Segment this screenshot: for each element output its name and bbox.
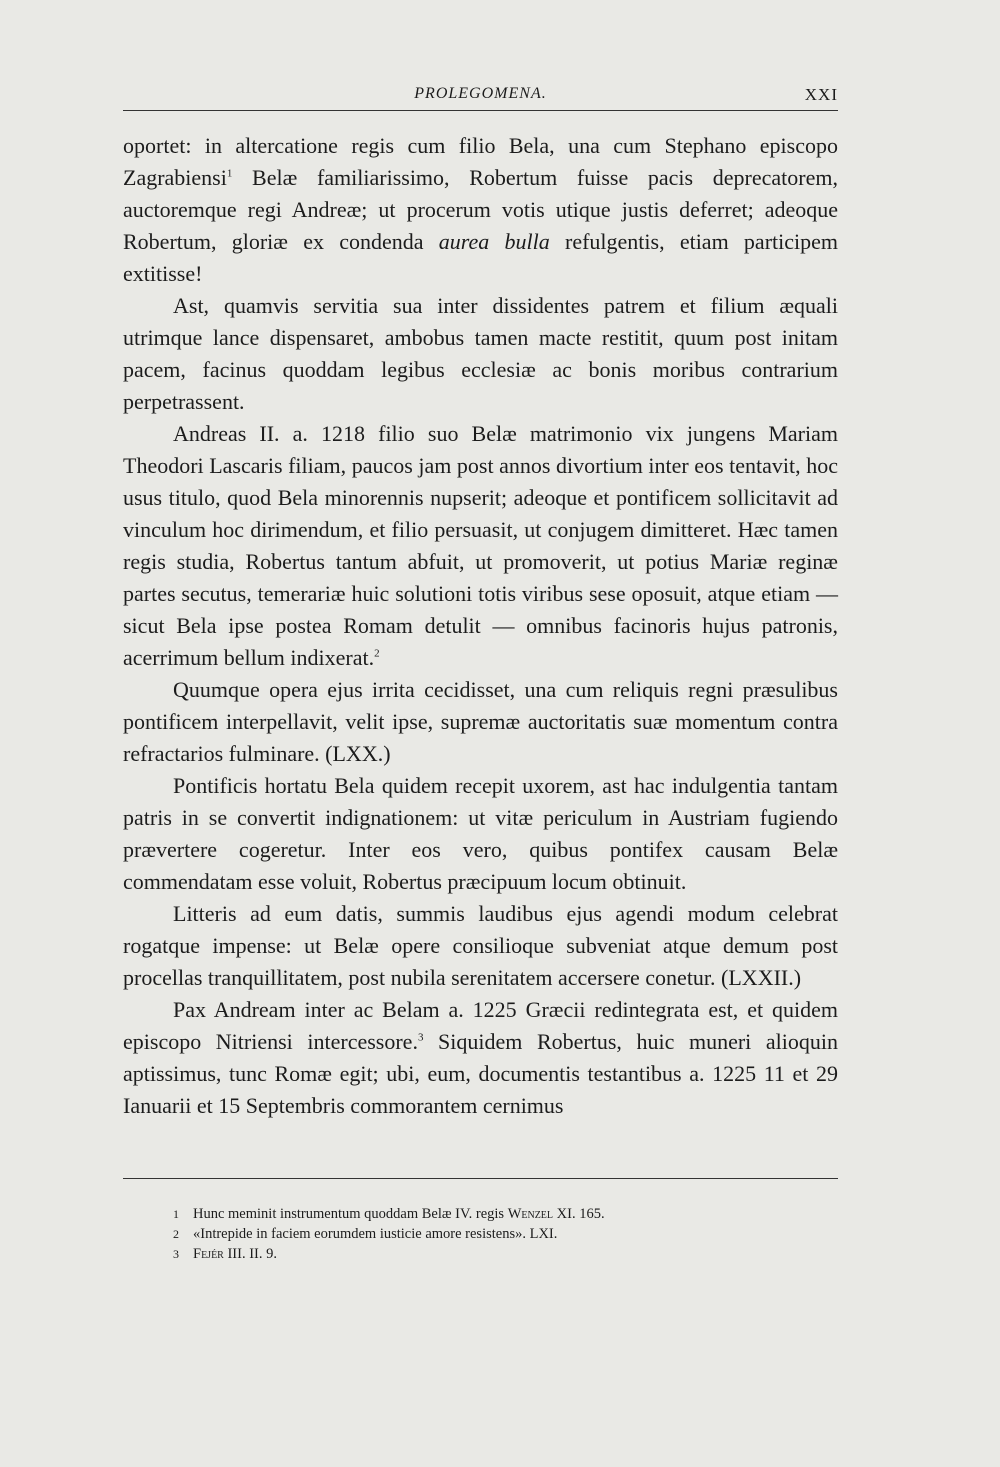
footnotes [173, 1204, 838, 1264]
footnote-3-ref: III. II. 9. [223, 1246, 277, 1262]
footnote-1 [173, 1204, 838, 1224]
page-number: XXI [804, 85, 838, 104]
header-rule [123, 110, 838, 111]
footnote-3-author: Fejér [193, 1246, 224, 1262]
footnote-2-mark: 2 [173, 1227, 179, 1241]
footnote-2 [173, 1224, 838, 1244]
footnote-3-mark: 3 [173, 1247, 179, 1261]
footnote-ref-3: 3 [417, 1031, 424, 1044]
footnote-1-text: Hunc meminit instrumentum quoddam Belæ IV. regis [193, 1206, 508, 1222]
paragraph-1-italic: aurea bulla [438, 229, 550, 254]
paragraph-1 [123, 130, 838, 290]
paragraph-7-text-a: Pax Andream inter ac Belam a. 1225 Græcii redintegrata est, et quidem episcopo Nitriensi intercessore. [123, 997, 838, 1054]
page-header [123, 80, 838, 110]
footnote-ref-2: 2 [374, 647, 380, 660]
paragraph-1-text-b: Belæ familiarissimo, Robertum fuisse pacis deprecatorem, auctoremque regi Andreæ; ut procerum votis utique justis deferret; adeoque Robertum, gloriæ ex condenda [123, 165, 838, 254]
footnote-rule [123, 1178, 838, 1179]
running-title: PROLEGOMENA. [414, 85, 547, 102]
footnote-1-author: Wenzel [507, 1206, 554, 1222]
footnote-2-text: «Intrepide in faciem eorumdem iusticie amore resistens». LXI. [193, 1226, 558, 1242]
paragraph-1-text-a: oportet: in altercatione regis cum filio Bela, una cum Stephano episcopo Zagrabiensi [123, 133, 838, 190]
footnote-1-mark: 1 [173, 1207, 179, 1221]
paragraph-7 [123, 994, 838, 1122]
paragraph-3-text: Andreas II. a. 1218 filio suo Belæ matrimonio vix jungens Mariam Theodori Lascaris filiam, paucos jam post annos divortium inter eos tentavit, hoc usus titulo, quod Bela minorennis nupserit; adeoque et pontificem sollicitavit ad vinculum hoc dirimendum, et filio persuasit, ut conjugem dimitteret. Hæc tamen regis studia, Robertus tantum abfuit, ut promoverit, ut potius Mariæ reginæ partes secutus, temerariæ huic solutioni totis viribus sese oposuit, atque etiam — sicut Bela ipse postea Romam detulit — omnibus facinoris hujus patronis, acerrimum bellum indixerat. [123, 421, 838, 670]
paragraph-1-text-c: refulgentis, etiam participem extitisse! [123, 229, 839, 286]
body-text [123, 130, 838, 1122]
paragraph-2: Ast, quamvis servitia sua inter dissidentes patrem et filium æquali utrimque lance dispensaret, ambobus tamen macte restitit, quum post initam pacem, facinus quoddam legibus ecclesiæ ac bonis moribus contrarium perpetrassent. [123, 293, 838, 414]
paragraph-5: Pontificis hortatu Bela quidem recepit uxorem, ast hac indulgentia tantam patris in se convertit indignationem: ut vitæ periculum in Austriam fugiendo prævertere cogeretur. Inter eos vero, quibus pontifex causam Belæ commendatam esse voluit, Robertus præcipuum locum obtinuit. [123, 773, 838, 894]
footnote-1-ref: XI. 165. [553, 1206, 605, 1222]
footnote-ref-1: 1 [226, 167, 233, 180]
footnote-3 [173, 1244, 838, 1264]
paragraph-4: Quumque opera ejus irrita cecidisset, una cum reliquis regni præsulibus pontificem interpellavit, velit ipse, supremæ auctoritatis suæ momentum contra refractarios fulminare. (LXX.) [123, 677, 838, 766]
paragraph-6: Litteris ad eum datis, summis laudibus ejus agendi modum celebrat rogatque impense: ut Belæ opere consilioque subveniat atque demum post procellas tranquillitatem, post nubila serenitatem accersere conetur. (LXXII.) [123, 901, 838, 990]
paragraph-7-text-b: Siquidem Robertus, huic muneri alioquin aptissimus, tunc Romæ egit; ubi, eum, documentis testantibus a. 1225 11 et 29 Ianuarii et 15 Septembris commorantem cernimus [123, 1029, 838, 1118]
paragraph-3 [123, 418, 838, 674]
